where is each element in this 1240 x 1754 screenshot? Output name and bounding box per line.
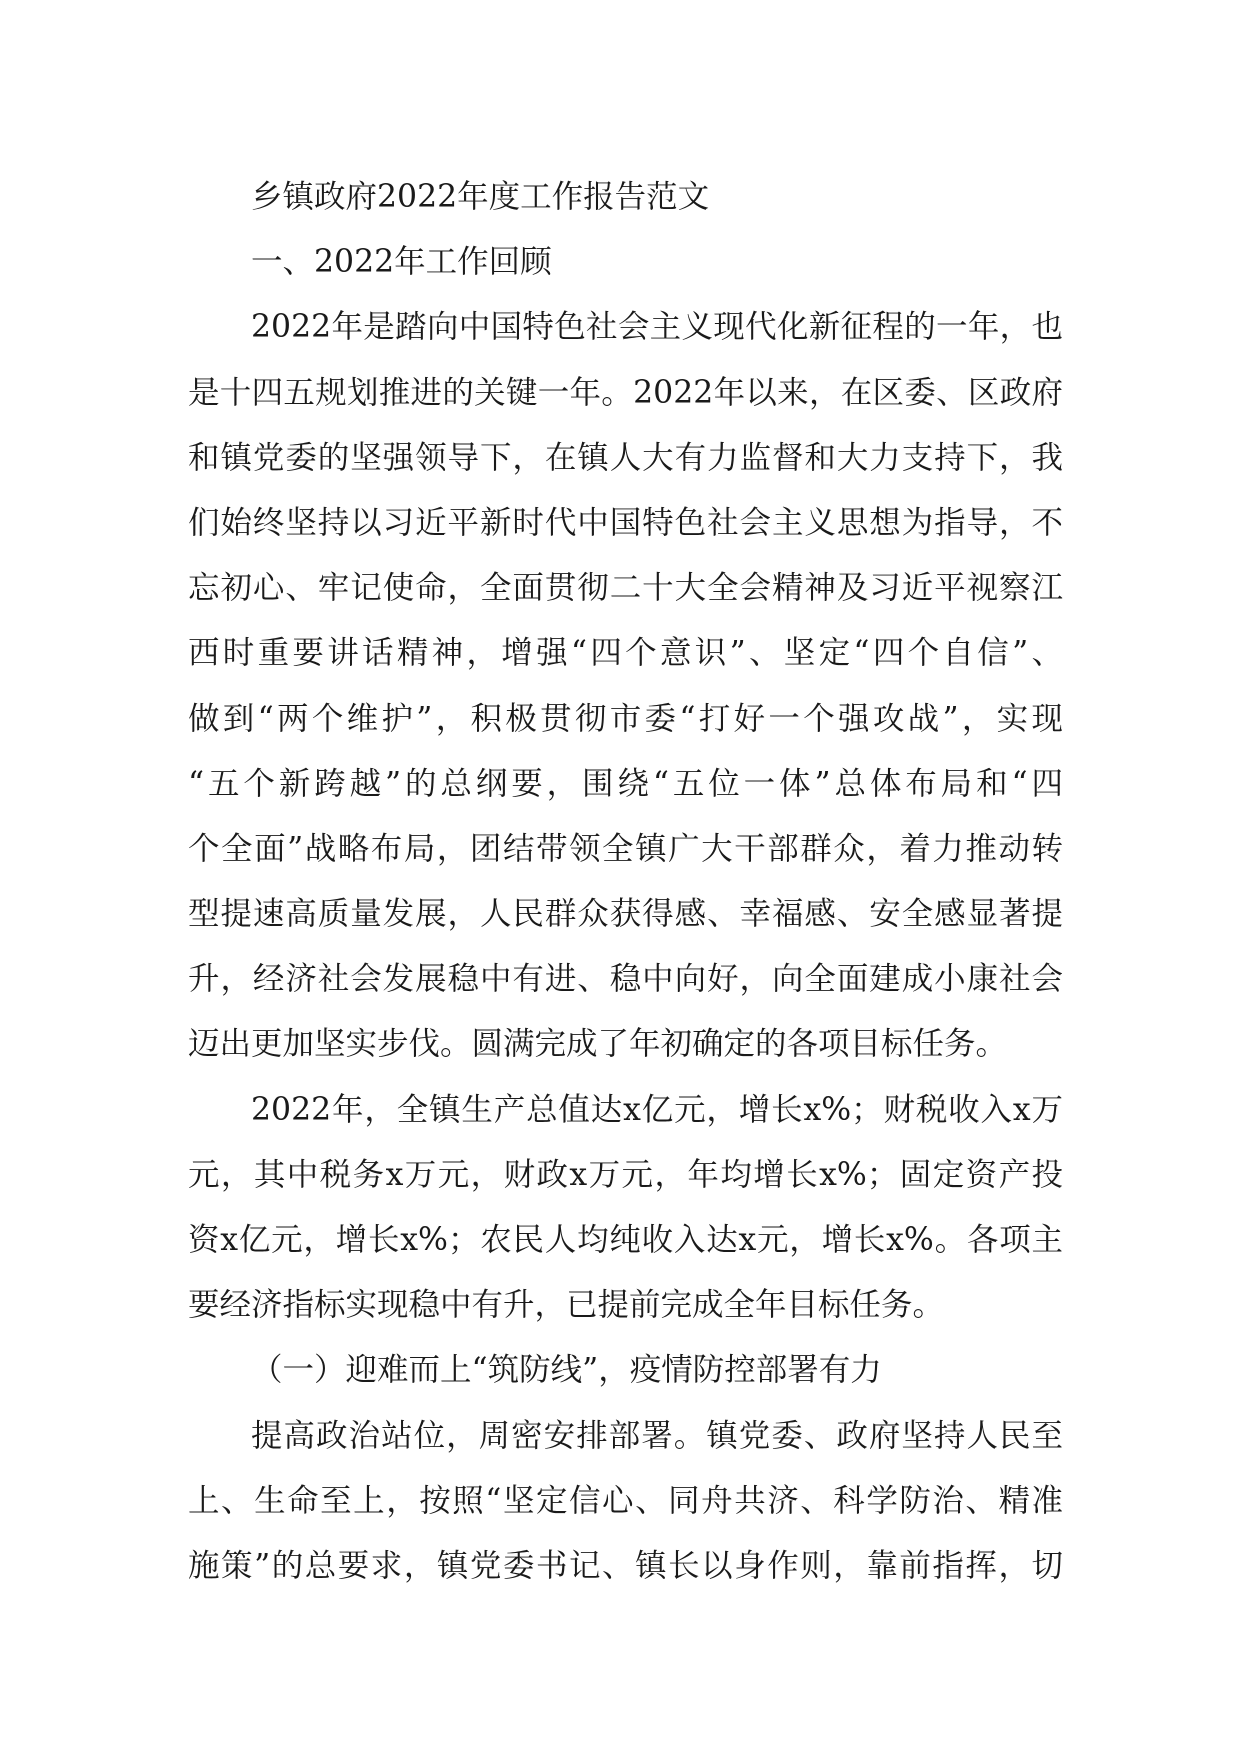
- text-line: 迈出更加坚实步伐。圆满完成了年初确定的各项目标任务。: [188, 1026, 1008, 1063]
- text-line: 是十四五规划推进的关键一年。2022年以来，在区委、区政府: [188, 374, 1063, 411]
- text-line: 一、2022年工作回顾: [251, 244, 552, 281]
- text-line: 西时重要讲话精神，增强“四个意识”、坚定“四个自信”、: [188, 635, 1063, 672]
- text-line: 升，经济社会发展稳中有进、稳中向好，向全面建成小康社会: [188, 961, 1063, 998]
- text-line: （一）迎难而上“筑防线”，疫情防控部署有力: [251, 1352, 882, 1389]
- text-line: 做到“两个维护”，积极贯彻市委“打好一个强攻战”，实现: [188, 700, 1063, 737]
- text-line: 们始终坚持以习近平新时代中国特色社会主义思想为指导，不: [188, 504, 1063, 541]
- text-line: 2022年是踏向中国特色社会主义现代化新征程的一年，也: [251, 309, 1063, 346]
- document-body: [188, 165, 1063, 1599]
- text-line: 2022年，全镇生产总值达x亿元，增长x%；财税收入x万: [251, 1091, 1063, 1128]
- text-line: 元，其中税务x万元，财政x万元，年均增长x%；固定资产投: [188, 1156, 1063, 1193]
- text-line: 资x亿元，增长x%；农民人均纯收入达x元，增长x%。各项主: [188, 1222, 1063, 1258]
- text-line: 要经济指标实现稳中有升，已提前完成全年目标任务。: [188, 1287, 945, 1324]
- document-text: [188, 230, 1063, 1599]
- text-line: 个全面”战略布局，团结带领全镇广大干部群众，着力推动转: [188, 830, 1063, 867]
- document-title: 乡镇政府2022年度工作报告范文: [251, 179, 710, 215]
- text-line: “五个新跨越”的总纲要，围绕“五位一体”总体布局和“四: [188, 765, 1063, 802]
- text-line: 型提速高质量发展，人民群众获得感、幸福感、安全感显著提: [188, 896, 1063, 933]
- text-line: 忘初心、牢记使命，全面贯彻二十大全会精神及习近平视察江: [188, 570, 1063, 607]
- text-line: 提高政治站位，周密安排部署。镇党委、政府坚持人民至: [251, 1417, 1063, 1454]
- text-line: 和镇党委的坚强领导下，在镇人大有力监督和大力支持下，我: [188, 439, 1063, 476]
- text-line: 上、生命至上，按照“坚定信心、同舟共济、科学防治、精准: [188, 1482, 1063, 1519]
- text-line: 施策”的总要求，镇党委书记、镇长以身作则，靠前指挥，切: [188, 1547, 1063, 1584]
